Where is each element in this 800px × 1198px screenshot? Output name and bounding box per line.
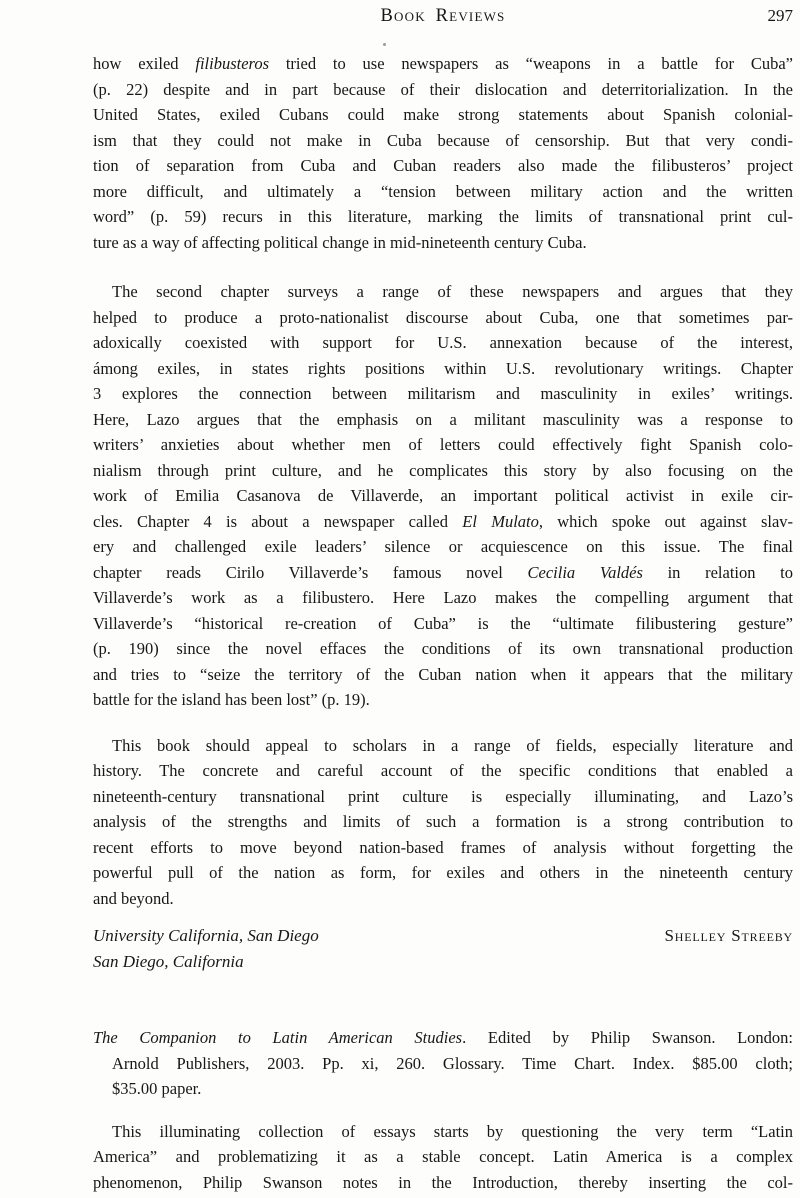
text-line: Arnold Publishers, 2003. Pp. xi, 260. Glossary. Time Chart. Index. $85.00 cloth;	[112, 1053, 793, 1073]
text-line: (p. 22) despite and in part because of their dislocation and deterritorialization. In the	[93, 79, 793, 99]
journal-page	[0, 6, 800, 1198]
reviewer-name: Shelley Streeby	[664, 926, 793, 945]
text-line: ism that they could not make in Cuba because of censorship. But that very condi-	[93, 130, 793, 150]
text-line: history. The concrete and careful account of the specific conditions that enabled a	[93, 761, 793, 780]
page-header	[93, 6, 793, 26]
signature-block	[93, 923, 793, 975]
text-line: cles. Chapter 4 is about a newspaper called El Mulato, which spoke out against slav-	[93, 511, 793, 531]
scan-speck	[383, 43, 386, 46]
text-line: and tries to “seize the territory of the Cuban nation when it appears that the military	[93, 664, 793, 684]
text-line: nineteenth-century transnational print culture is especially illuminating, and Lazo’s	[93, 786, 793, 806]
review-swanson	[93, 1025, 793, 1195]
text-line: recent efforts to move beyond nation-based frames of analysis without forgetting the	[93, 837, 793, 857]
review-paragraph	[93, 733, 793, 912]
text-line: word” (p. 59) recurs in this literature, marking the limits of transnational print cul-	[93, 207, 793, 226]
page-number: 297	[767, 6, 793, 25]
text-line: Villaverde’s work as a filibustero. Here Lazo makes the compelling argument that	[93, 588, 793, 607]
text-line: nialism through print culture, and he complicates this story by also focusing on the	[93, 460, 793, 480]
running-head: Book Reviews	[380, 6, 506, 26]
text-line: ture as a way of affecting political change in mid-nineteenth century Cuba.	[93, 232, 587, 252]
text-line: phenomenon, Philip Swanson notes in the Introduction, thereby inserting the col-	[93, 1172, 793, 1192]
text-line: Here, Lazo argues that the emphasis on a militant masculinity was a response to	[93, 409, 793, 429]
text-line: This book should appeal to scholars in a range of fields, especially literature and	[112, 735, 793, 755]
text-line: analysis of the strengths and limits of such a formation is a strong contribution to	[93, 812, 793, 831]
reviewer-affiliation	[93, 923, 319, 975]
affiliation-line: University California, San Diego	[93, 926, 319, 945]
text-line: 3 explores the connection between militarism and masculinity in exiles’ writings.	[93, 384, 793, 403]
review-paragraph	[93, 279, 793, 713]
text-line: Villaverde’s “historical re-creation of Cuba” is the “ultimate filibustering gesture”	[93, 613, 793, 633]
affiliation-line: San Diego, California	[93, 952, 244, 971]
text-line: more difficult, and ultimately a “tension between military action and the written	[93, 181, 793, 201]
text-line: The second chapter surveys a range of these newspapers and argues that they	[112, 282, 793, 301]
text-line: powerful pull of the nation as form, for exiles and others in the nineteenth century	[93, 863, 793, 882]
text-line: $35.00 paper.	[112, 1079, 202, 1098]
text-line: tion of separation from Cuba and Cuban readers also made the filibusteros’ project	[93, 156, 793, 175]
text-line: battle for the island has been lost” (p. 19).	[93, 690, 370, 709]
text-line: (p. 190) since the novel effaces the conditions of its own transnational production	[93, 639, 793, 658]
text-column	[93, 51, 793, 1195]
text-line: ámong exiles, in states rights positions within U.S. revolutionary writings. Chapter	[93, 358, 793, 378]
review-paragraph	[93, 1119, 793, 1196]
text-line: chapter reads Cirilo Villaverde’s famous novel Cecilia Valdés in relation to	[93, 562, 793, 582]
book-citation	[93, 1025, 793, 1102]
text-line: work of Emilia Casanova de Villaverde, an important political activist in exile cir-	[93, 486, 793, 505]
text-line: The Companion to Latin American Studies. Edited by Philip Swanson. London:	[93, 1028, 793, 1047]
text-line: America” and problematizing it as a stable concept. Latin America is a complex	[93, 1147, 793, 1166]
text-line: adoxically coexisted with support for U.S. annexation because of the interest,	[93, 333, 793, 352]
review-lazo	[93, 51, 793, 975]
text-line: how exiled filibusteros tried to use newspapers as “weapons in a battle for Cuba”	[93, 54, 793, 73]
text-line: United States, exiled Cubans could make strong statements about Spanish colonial-	[93, 105, 793, 124]
text-line: writers’ anxieties about whether men of letters could effectively fight Spanish colo-	[93, 435, 793, 454]
text-line: and beyond.	[93, 888, 174, 908]
text-line: ery and challenged exile leaders’ silence or acquiescence on this issue. The final	[93, 537, 793, 556]
text-line: This illuminating collection of essays starts by questioning the very term “Latin	[112, 1121, 793, 1141]
review-paragraph	[93, 51, 793, 255]
text-line: helped to produce a proto-nationalist discourse about Cuba, one that sometimes par-	[93, 307, 793, 327]
